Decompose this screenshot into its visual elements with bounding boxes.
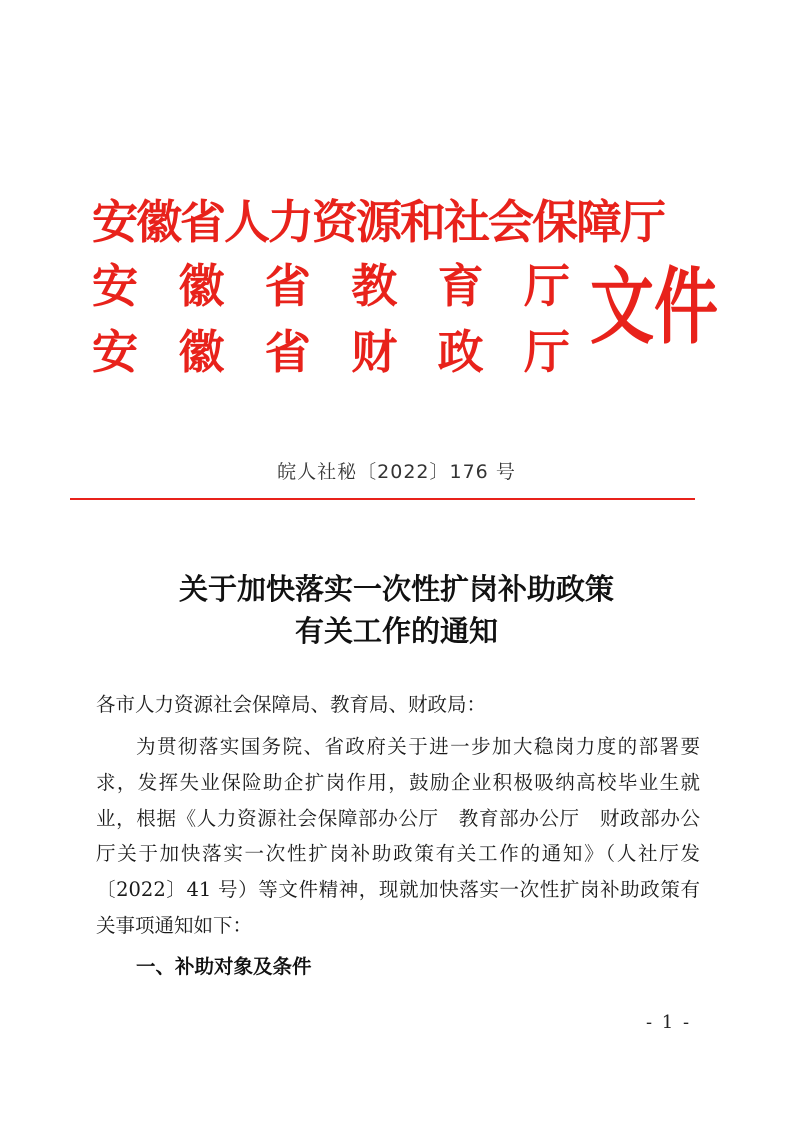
salutation: 各市人力资源社会保障局、教育局、财政局： — [96, 693, 487, 716]
body-paragraph: 为贯彻落实国务院、省政府关于进一步加大稳岗力度的部署要求，发挥失业保险助企扩岗作用，鼓励企业积极吸纳高校毕业生就业，根据《人力资源社会保障部办公厅 教育部办公厅 财政部办公厅关于加快落实一次性扩岗补助政策有关工作的通知》（人社厅发〔2022〕41 号）等文件精神，现就加快落实一次性扩岗补助政策有关事项通知如下： — [96, 735, 700, 937]
page-number: - 1 - — [646, 1012, 692, 1033]
issuer-hrss: 安徽省人力资源和社会保障厅 — [92, 195, 664, 249]
title-line-1: 关于加快落实一次性扩岗补助政策 — [178, 572, 614, 606]
document-kind-label: 文件 — [590, 258, 718, 357]
document-number: 皖人社秘〔2022〕176 号 — [277, 461, 516, 483]
red-header — [92, 192, 718, 392]
red-divider — [70, 498, 695, 500]
document-title — [0, 568, 793, 652]
title-line-2: 有关工作的通知 — [294, 614, 498, 648]
issuer-finance: 安徽省财政厅 — [92, 325, 570, 379]
issuer-education: 安徽省教育厅 — [92, 259, 570, 313]
section-heading: 一、补助对象及条件 — [136, 955, 312, 978]
